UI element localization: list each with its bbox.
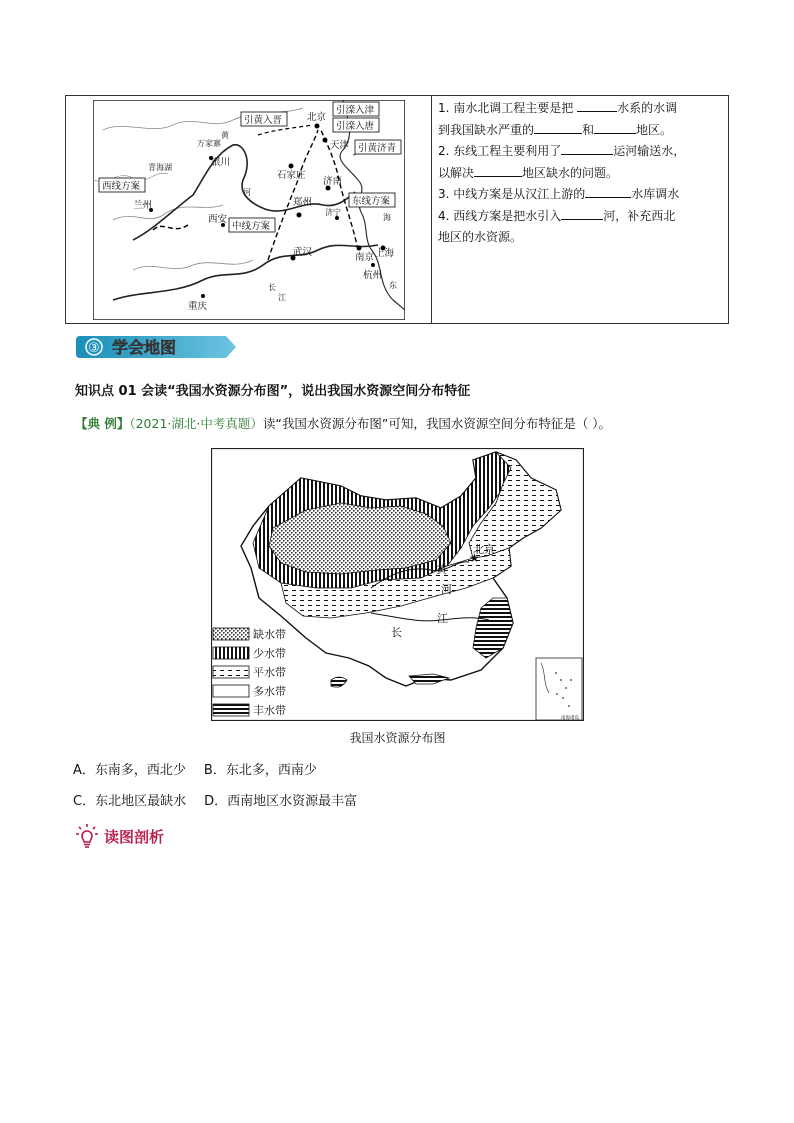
- map-label-he: 河: [441, 583, 452, 596]
- blank[interactable]: [474, 164, 522, 177]
- map-label-beijing: 北京: [473, 543, 495, 556]
- label-yinluan-ru-jin: 引滦入津: [336, 105, 375, 116]
- question-list: [438, 98, 728, 249]
- lightbulb-icon: [76, 824, 98, 848]
- blank[interactable]: [594, 121, 636, 134]
- beijing-star-icon: ★: [469, 551, 480, 565]
- blank[interactable]: [585, 185, 631, 198]
- map-label-jiang: 江: [437, 612, 448, 625]
- label-shanghai: 上海: [375, 248, 395, 259]
- option-a[interactable]: A．东南多，西北少: [73, 763, 186, 778]
- label-yinluan-ru-tang: 引滦入唐: [336, 121, 375, 132]
- map-label-chang: 长: [391, 626, 402, 639]
- inset-label: 南海诸岛: [561, 716, 579, 721]
- example-tag: 【典 例】: [75, 416, 130, 431]
- analysis-label: 读图剖析: [104, 827, 165, 846]
- legend-item: 少水带: [253, 647, 286, 660]
- label-xixian: 西线方案: [102, 181, 141, 192]
- banner-title: 学会地图: [112, 338, 177, 357]
- route-question-table: [65, 95, 729, 324]
- banner-number: ③: [88, 341, 100, 356]
- question-2-cont: 以解决 地区缺水的问题。: [438, 165, 619, 180]
- label-xian: 西安: [208, 214, 228, 225]
- label-nanjing: 南京: [355, 252, 375, 263]
- label-zhongxian: 中线方案: [232, 221, 271, 232]
- blank[interactable]: [561, 142, 613, 155]
- blank[interactable]: [577, 99, 617, 112]
- question-3: 3. 中线方案是从汉江上游的 水库调水: [438, 187, 680, 201]
- option-c[interactable]: C．东北地区最缺水: [73, 794, 187, 809]
- label-chongqing: 重庆: [188, 301, 208, 312]
- label-beijing: 北京: [307, 112, 327, 123]
- legend-item: 缺水带: [253, 628, 286, 641]
- section-banner: [76, 336, 236, 358]
- label-he: 河: [243, 188, 251, 197]
- legend-item: 丰水带: [253, 704, 286, 717]
- legend-item: 多水带: [253, 685, 286, 698]
- label-qinghai-hu: 青海湖: [148, 163, 172, 172]
- label-wanjiazhai: 万家寨: [197, 139, 221, 148]
- label-wuhan: 武汉: [293, 247, 313, 258]
- label-hai: 海: [383, 213, 391, 222]
- options-row-2: [73, 790, 357, 809]
- label-yinchuan: 银川: [211, 157, 231, 168]
- label-tianjin: 天津: [330, 140, 350, 151]
- label-dong: 东: [389, 281, 397, 290]
- water-resource-map: [211, 448, 584, 721]
- question-1: 1. 南水北调工程主要是把 水系的水调: [438, 101, 678, 115]
- label-jinan: 济南: [323, 176, 343, 187]
- blank[interactable]: [561, 207, 603, 220]
- knowledge-point-heading: 知识点 01 会读“我国水资源分布图”，说出我国水资源空间分布特征: [75, 384, 471, 399]
- question-2: 2. 东线工程主要利用了 运河输送水，: [438, 144, 686, 158]
- label-jining: 济宁: [325, 208, 341, 217]
- question-4: 4. 西线方案是把水引入 河，补充西北: [438, 208, 676, 223]
- example-text: 读“我国水资源分布图”可知，我国水资源空间分布特征是（ ）。: [262, 416, 612, 431]
- label-dongxian: 东线方案: [352, 196, 391, 207]
- blank[interactable]: [534, 121, 582, 134]
- table-divider: [431, 96, 432, 323]
- label-zhengzhou: 郑州: [293, 197, 313, 208]
- option-d[interactable]: D．西南地区水资源最丰富: [204, 794, 358, 809]
- example-question: [75, 414, 611, 432]
- options-row-1: [73, 759, 317, 778]
- map-label-huang: 黄: [436, 563, 447, 576]
- legend-item: 平水带: [253, 666, 286, 679]
- label-hangzhou: 杭州: [363, 270, 383, 281]
- label-jiang: 江: [278, 293, 286, 302]
- analysis-heading: [76, 824, 164, 848]
- label-shijiazhuang: 石家庄: [277, 170, 306, 181]
- map-caption: 我国水资源分布图: [349, 731, 446, 745]
- label-huang: 黄: [221, 131, 229, 140]
- question-4-cont: 地区的水资源。: [438, 230, 523, 244]
- example-source: （2021·湖北·中考真题）: [129, 416, 263, 431]
- label-lanzhou: 兰州: [133, 200, 153, 211]
- option-b[interactable]: B．东北多，西南少: [203, 763, 317, 778]
- label-yinhuang-ji-qing: 引黄济青: [358, 143, 397, 154]
- label-yinhuang-ru-jin: 引黄入晋: [244, 115, 283, 126]
- question-1-cont: 到我国缺水严重的 和 地区。: [438, 122, 673, 137]
- south-north-water-diversion-map: [93, 100, 405, 320]
- label-chang: 长: [268, 283, 276, 292]
